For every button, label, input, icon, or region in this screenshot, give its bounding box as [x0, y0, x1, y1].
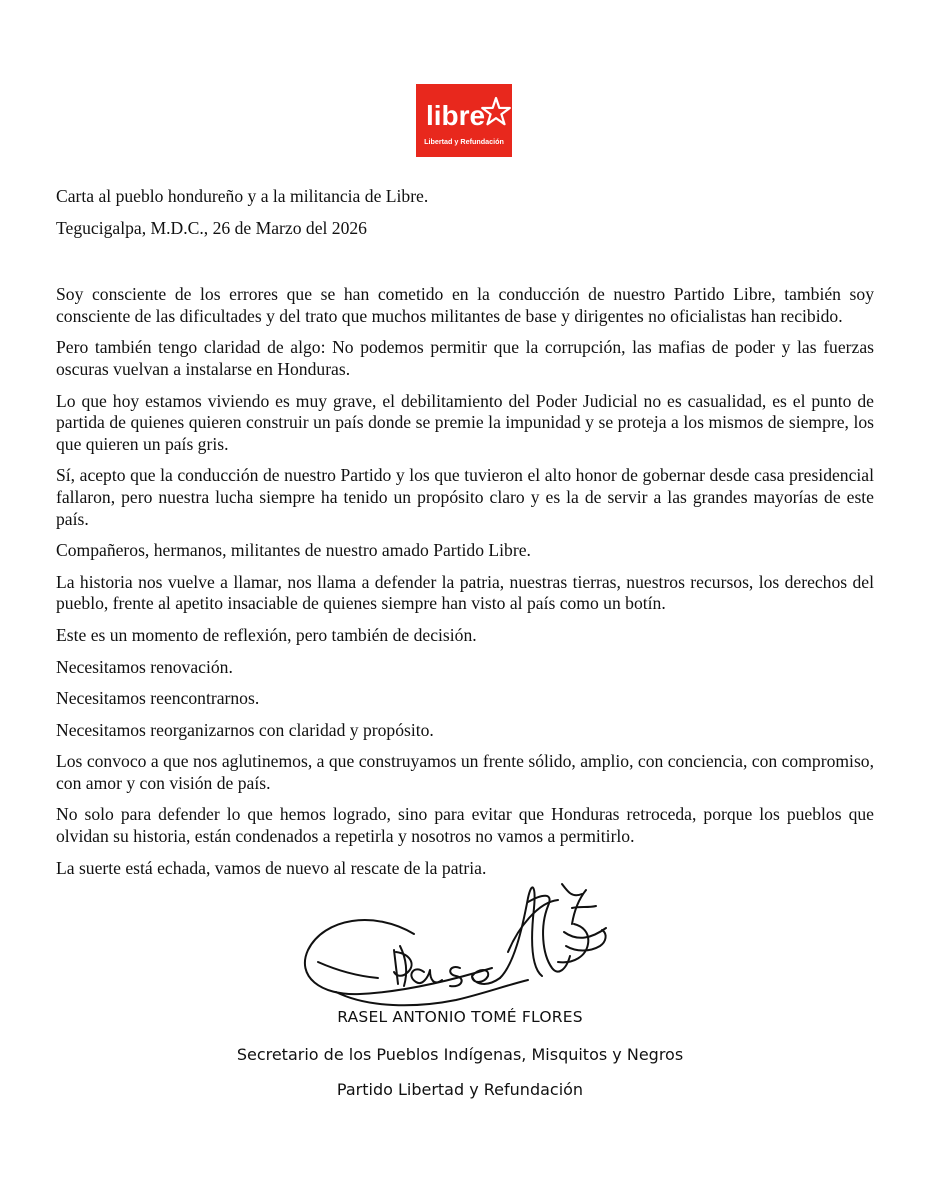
libre-logo-graphic	[416, 84, 512, 157]
letter-greeting: Carta al pueblo hondureño y a la militancia de Libre.	[56, 186, 429, 206]
letter-paragraph: Necesitamos reencontrarnos.	[56, 688, 260, 709]
letter-paragraph: Compañeros, hermanos, militantes de nuestro amado Partido Libre.	[56, 540, 531, 561]
letter-paragraph: Necesitamos renovación.	[56, 656, 233, 677]
letter-paragraph: Soy consciente de los errores que se han cometido en la conducción de nuestro Partido Libre, también soy consciente de las dificultades y del trato que muchos militantes de base y dirigentes no oficialistas han recibido.	[56, 284, 874, 326]
letter-paragraph: Lo que hoy estamos viviendo es muy grave, el debilitamiento del Poder Judicial no es casualidad, es el punto de partida de quienes quieren construir un país donde se premie la impunidad y se proteja a los mismos de siempre, los que quieren un país gris.	[56, 390, 874, 454]
letter-paragraph: Sí, acepto que la conducción de nuestro Partido y los que tuvieron el alto honor de gobernar desde casa presidencial fallaron, pero nuestra lucha siempre ha tenido un propósito claro y es la de servir a las grandes mayorías de este país.	[56, 465, 874, 529]
logo-tagline: Libertad y Refundación	[424, 137, 504, 146]
letter-paragraph: Necesitamos reorganizarnos con claridad y propósito.	[56, 719, 434, 740]
letter-paragraph: Pero también tengo claridad de algo: No podemos permitir que la corrupción, las mafias de poder y las fuerzas oscuras vuelvan a instalarse en Honduras.	[56, 337, 874, 379]
letter-paragraph: La historia nos vuelve a llamar, nos llama a defender la patria, nuestras tierras, nuestros recursos, los derechos del pueblo, frente al apetito insaciable de quienes siempre han visto al país como un botín.	[56, 571, 874, 614]
letter-paragraph: Este es un momento de reflexión, pero también de decisión.	[56, 624, 477, 645]
signatory-role: Secretario de los Pueblos Indígenas, Misquitos y Negros	[236, 1045, 684, 1064]
letter-closing-line: La suerte está echada, vamos de nuevo al rescate de la patria.	[56, 857, 487, 878]
letter-paragraph: No solo para defender lo que hemos logrado, sino para evitar que Honduras retroceda, porque los pueblos que olvidan su historia, están condenados a repetirla y nosotros no vamos a permitirlo.	[56, 804, 874, 847]
signatory-name: RASEL ANTONIO TOMÉ FLORES	[337, 1008, 583, 1026]
letter-paragraph: Los convoco a que nos aglutinemos, a que construyamos un frente sólido, amplio, con conciencia, con compromiso, con amor y con visión de país.	[56, 751, 874, 793]
signatory-party: Partido Libertad y Refundación	[336, 1080, 584, 1099]
letter-body	[56, 186, 874, 889]
letter-place-date: Tegucigalpa, M.D.C., 26 de Marzo del 2026	[56, 217, 367, 238]
logo-wordmark: libre	[426, 100, 486, 131]
star-icon	[482, 98, 510, 124]
libre-party-logo	[416, 84, 512, 157]
